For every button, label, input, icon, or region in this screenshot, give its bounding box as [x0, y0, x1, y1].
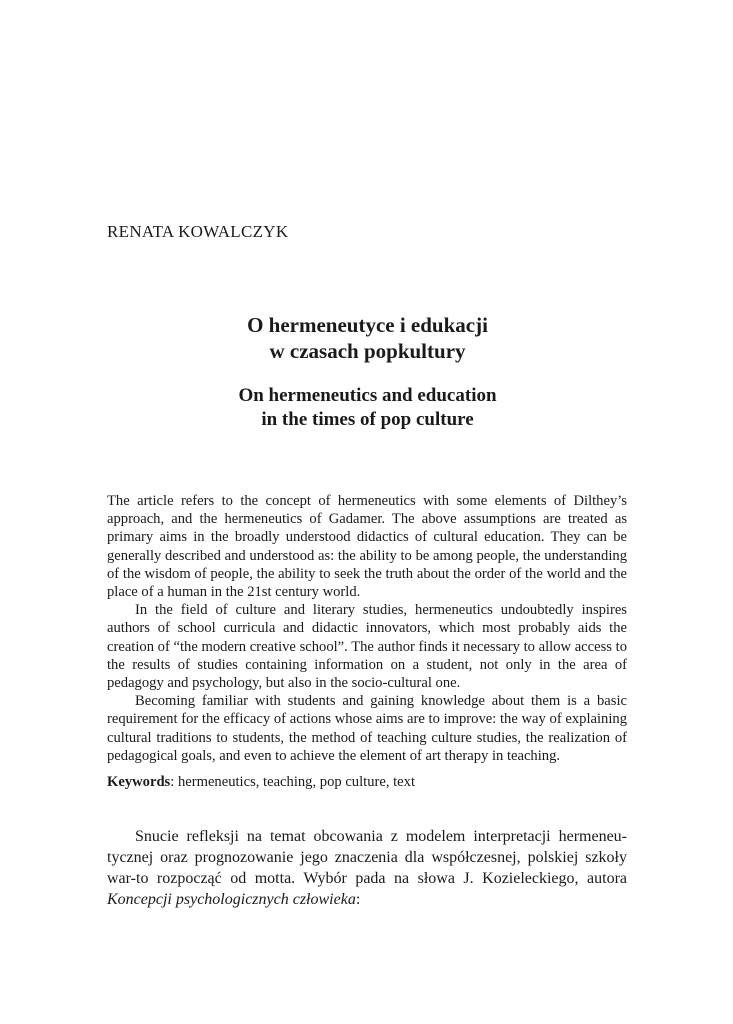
title-polish-line-2: w czasach popkultury	[269, 339, 466, 363]
keywords-label: Keywords	[107, 774, 171, 790]
keywords-list: : hermeneutics, teaching, pop culture, text	[170, 774, 416, 790]
abstract-paragraph-2: In the field of culture and literary studies, hermeneutics undoubtedly inspires authors of school curricula and didactic innovators, which most probably aids the creation of “the modern creative school”. The author finds it necessary to allow access to the results of studies containing information on a student, not only in the area of pedagogy and psychology, but also in the socio-cultural one.	[107, 602, 627, 692]
author-name: RENATA KOWALCZYK	[107, 222, 289, 241]
body-text-main: Snucie refleksji na temat obcowania z modelem interpretacji hermeneu-tycznej oraz prognozowanie jego znaczenia dla współczesnej, polskiej szkoły war-to rozpocząć od motta. Wybór pada na słowa J. Kozieleckiego, autora	[107, 828, 627, 887]
keywords	[107, 774, 627, 791]
title-polish-line-1: O hermeneutyce i edukacji	[247, 313, 488, 337]
title-polish	[107, 312, 628, 364]
body-paragraph	[107, 826, 627, 910]
abstract	[107, 492, 627, 765]
body-text-end: :	[355, 891, 361, 908]
abstract-paragraph-1: The article refers to the concept of hermeneutics with some elements of Dilthey’s approach, and the hermeneutics of Gadamer. The above assumptions are treated as primary aims in the broadly understood didactics of cultural education. They can be generally described and understood as: the ability to be among people, the understanding of the wisdom of people, the ability to seek the truth about the order of the world and the place of a human in the 21st century world.	[107, 493, 627, 601]
abstract-paragraph-3: Becoming familiar with students and gaining knowledge about them is a basic requirement for the efficacy of actions whose aims are to improve: the way of explaining cultural traditions to students, the method of teaching culture studies, the realization of pedagogical goals, and even to achieve the element of art therapy in teaching.	[107, 693, 627, 764]
title-english-line-1: On hermeneutics and education	[238, 385, 497, 406]
title-english	[107, 384, 628, 432]
title-english-line-2: in the times of pop culture	[261, 409, 474, 430]
body-text-italic-title: Koncepcji psychologicznych człowieka	[107, 891, 356, 908]
